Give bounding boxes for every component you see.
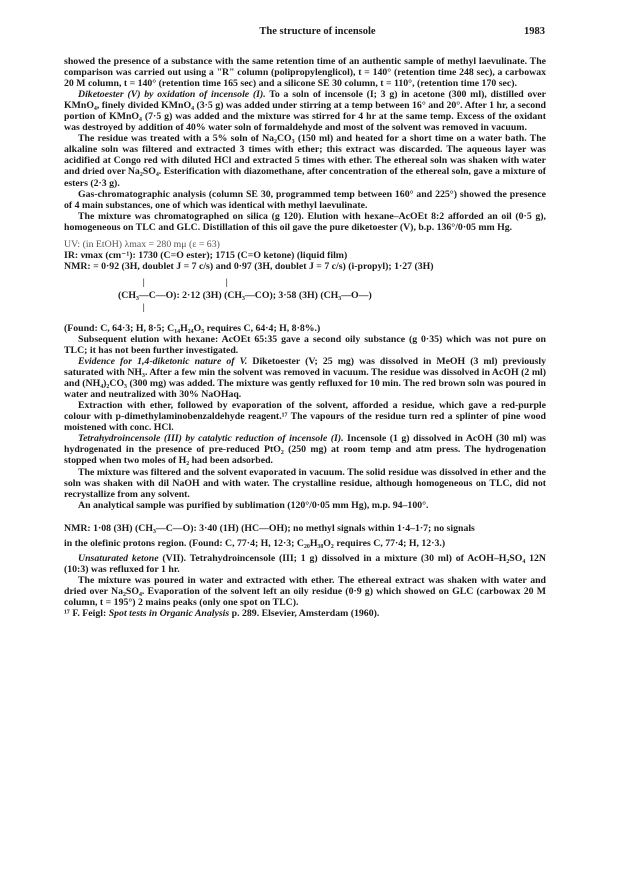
section-title: Tetrahydroincensole (III) by catalytic reduction of incensole (I). [78,433,344,445]
elemental-analysis: (Found: C, 64·3; H, 8·5; C₁₄H₂₄O₅ requires C, 64·4; H, 8·8%.) [64,322,321,334]
footnote-author: F. Feigl: [69,608,109,620]
nmr-data: NMR: = 0·92 (3H, doublet J = 7 c/s) and 0·97 (3H, doublet J = 7 c/s) (i-propyl); 1·27 (3H) [64,260,434,272]
page-number: 1983 [524,26,545,37]
section-title: Evidence for 1,4-diketonic nature of V. [78,356,248,368]
footnote-rest: p. 289. Elsevier, Amsterdam (1960). [229,608,380,620]
nmr-data: NMR: 1·08 (3H) (CH₃—C—O): 3·40 (1H) (HC—OH); no methyl signals within 1·4–1·7; no signals [64,522,475,534]
article-body [64,56,546,619]
formula-text: (CH₃—C—O): 2·12 (3H) (CH₃—CO); 3·58 (3H) (CH₃—O—) [118,289,372,301]
section-title: Unsaturated ketone [78,552,159,564]
paragraph: Gas-chromatographic analysis (column SE 30, programmed temp between 160° and 225°) showed the presence of 4 main substances, one of which was identical with methyl laevulinate. [64,188,546,211]
paragraph-text: To a soln of incensole (I; 3 g) in acetone (300 ml), distilled over KMnO₄, finely divided KMnO₄ (3·5 g) was added under stirring at a temp between 16° and 20°. After 1 hr, a second portion of KMnO₄ (7·5 g) was added and the mixture was stirred for 4 hr at the same temp. Excess of the oxidant was destroyed by addition of 40% water soln of formaldehyde and most of the solvent was removed in vacuum. [64,89,546,134]
paragraph: An analytical sample was purified by sublimation (120°/0·05 mm Hg), m.p. 94–100°. [78,499,429,511]
section-title: Diketoester (V) by oxidation of incensole (I). [78,89,266,101]
paragraph: The mixture was chromatographed on silica (g 120). Elution with hexane–AcOEt 8:2 afforded an oil (0·5 g), homogeneous on TLC and GLC. Distillation of this oil gave the pure diketoester (V), b.p. 136°/0·05 mm Hg. [64,210,546,233]
paragraph: The residue was treated with a 5% soln of Na₂CO₃ (150 ml) and heated for a short time on a water bath. The alkaline soln was filtered and extracted 3 times with ether; this extract was discarded. The aqueous layer was acidified at Congo red with diluted HCl and extracted 5 times with ether. The ethereal soln was shaken with water and dried over Na₂SO₄. Esterification with diazomethane, after concentration of the ethereal soln, gave a mixture of esters (2·3 g). [64,133,546,189]
paragraph: Extraction with ether, followed by evaporation of the solvent, afforded a residue, which gave a red-purple colour with p-dimethylaminobenzaldehyde reagent.¹⁷ The vapours of the residue turn red a splinter of pine wood moistened with conc. HCl. [64,400,546,434]
paragraph-text: Incensole (1 g) dissolved in AcOH (30 ml) was hydrogenated in the presence of pre-reduced PtO₂ (250 mg) at room temp and atm press. The hydrogenation stopped when two moles of H₂ had been adsorbed. [64,433,546,467]
footnote-mark: ¹⁷ [64,608,70,620]
bond-marks: | | [118,276,228,287]
paragraph: showed the presence of a substance with the same retention time of an authentic sample of methyl laevulinate. The comparison was carried out using a "R" column (polipropylenglicol), t = 140° (retention time 248 sec), a carbowax 20 M column, t = 140° (retention time 165 sec) and a silicone SE 30 column, t = 110°, (retention time 170 sec). [64,56,546,90]
bond-marks: | [118,301,145,312]
paragraph-text: Diketoester (V; 25 mg) was dissolved in MeOH (3 ml) previously saturated with NH₃. After a few min the solvent was removed in vacuum. The residue was dissolved in AcOH (2 ml) and (NH₄)₂CO₃ (300 mg) was added. The mixture was gently refluxed for 10 min. The red brown soln was poured in water and neutralized with 30% NaOHaq. [64,356,546,401]
running-title: The structure of incensole [259,26,376,37]
structural-formula [118,278,546,318]
nmr-data-continued: in the olefinic protons region. (Found: C, 77·4; H, 12·3; C₂₀H₃₈O₂ requires C, 77·4; H, 12·3.) [64,537,446,549]
footnote [64,608,546,619]
paragraph [64,356,546,400]
page-header [90,26,545,42]
ir-data: IR: νmax (cm⁻¹): 1730 (C=O ester); 1715 (C=O ketone) (liquid film) [64,249,348,261]
paragraph: The mixture was filtered and the solvent evaporated in vacuum. The solid residue was dissolved in ether and the soln was shaken with dil NaOH and with water. The crystalline residue, although homogeneous on TLC, did not recrystallize from any solvent. [64,466,546,500]
paragraph: The mixture was poured in water and extracted with ether. The ethereal extract was shaken with water and dried over Na₂SO₄. Evaporation of the solvent left an oily residue (0·9 g) which showed on GLC (carbowax 20 M column, t = 195°) 2 mains peaks (only one spot on TLC). [64,574,546,608]
paragraph-text: (VII). Tetrahydroincensole (III; 1 g) dissolved in a mixture (30 ml) of AcOH–H₂SO₄ 12N (10:3) was refluxed for 1 hr. [64,552,547,575]
footnote-title: Spot tests in Organic Analysis [108,608,230,620]
uv-data: UV: (in EtOH) λmax = 280 mμ (ε = 63) [64,238,220,250]
paragraph [64,553,546,575]
paragraph: Subsequent elution with hexane: AcOEt 65:35 gave a second oily substance (g 0·35) which was not pure on TLC; it has not been further investigated. [64,333,546,356]
paragraph [64,89,546,133]
paragraph [64,433,546,466]
